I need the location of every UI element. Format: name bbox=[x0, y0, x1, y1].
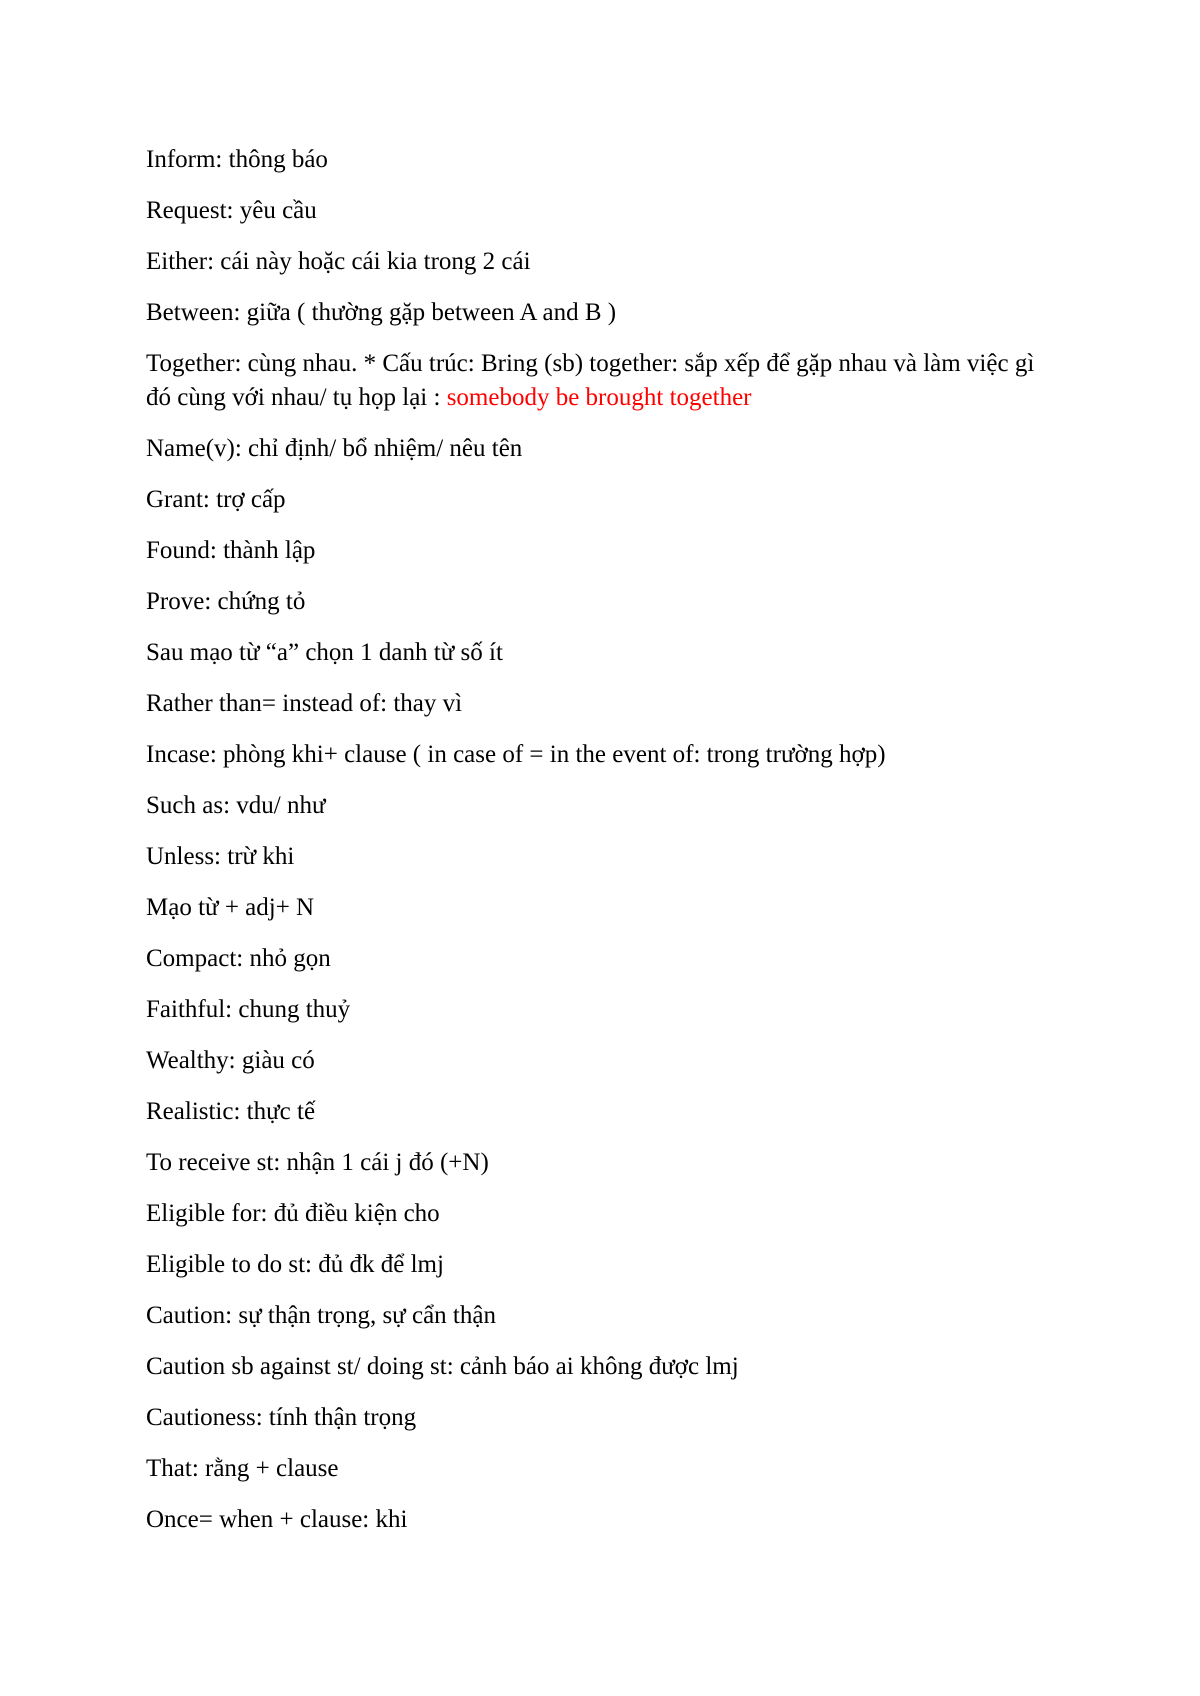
entry-request: Request: yêu cầu bbox=[146, 197, 317, 224]
entry-between: Between: giữa ( thường gặp between A and B ) bbox=[146, 299, 617, 326]
entry-receive: To receive st: nhận 1 cái j đó (+N) bbox=[146, 1149, 489, 1176]
entry-rather-than: Rather than= instead of: thay vì bbox=[146, 690, 463, 717]
entry-prove: Prove: chứng tỏ bbox=[146, 588, 306, 615]
entry-inform: Inform: thông báo bbox=[146, 146, 328, 173]
entry-faithful: Faithful: chung thuỷ bbox=[146, 996, 351, 1023]
entry-once: Once= when + clause: khi bbox=[146, 1506, 408, 1533]
entry-grant: Grant: trợ cấp bbox=[146, 486, 286, 513]
entry-such-as: Such as: vdu/ như bbox=[146, 792, 326, 819]
entry-together bbox=[146, 347, 1046, 415]
entry-article-a: Sau mạo từ “a” chọn 1 danh từ số ít bbox=[146, 639, 503, 666]
entry-wealthy: Wealthy: giàu có bbox=[146, 1047, 315, 1074]
entry-eligible-for: Eligible for: đủ điều kiện cho bbox=[146, 1200, 440, 1227]
entry-cautioness: Cautioness: tính thận trọng bbox=[146, 1404, 417, 1431]
entry-that: That: rằng + clause bbox=[146, 1455, 339, 1482]
vocabulary-list bbox=[146, 143, 1046, 1554]
entry-caution-against: Caution sb against st/ doing st: cảnh báo ai không được lmj bbox=[146, 1353, 739, 1380]
entry-together-highlight: somebody be brought together bbox=[446, 384, 752, 411]
entry-caution: Caution: sự thận trọng, sự cẩn thận bbox=[146, 1302, 496, 1329]
entry-article-adj-noun: Mạo từ + adj+ N bbox=[146, 894, 315, 921]
entry-realistic: Realistic: thực tế bbox=[146, 1098, 316, 1125]
entry-found: Found: thành lập bbox=[146, 537, 316, 564]
entry-together-text: Together: cùng nhau. * Cấu trúc: Bring (sb) together: sắp xếp để gặp nhau và làm việc gì đó cùng với nhau/ tụ họp lại : bbox=[146, 350, 1035, 411]
entry-unless: Unless: trừ khi bbox=[146, 843, 295, 870]
entry-either: Either: cái này hoặc cái kia trong 2 cái bbox=[146, 248, 531, 275]
entry-incase: Incase: phòng khi+ clause ( in case of = in the event of: trong trường hợp) bbox=[146, 741, 886, 768]
entry-compact: Compact: nhỏ gọn bbox=[146, 945, 331, 972]
entry-name: Name(v): chỉ định/ bổ nhiệm/ nêu tên bbox=[146, 435, 523, 462]
entry-eligible-to: Eligible to do st: đủ đk để lmj bbox=[146, 1251, 444, 1278]
